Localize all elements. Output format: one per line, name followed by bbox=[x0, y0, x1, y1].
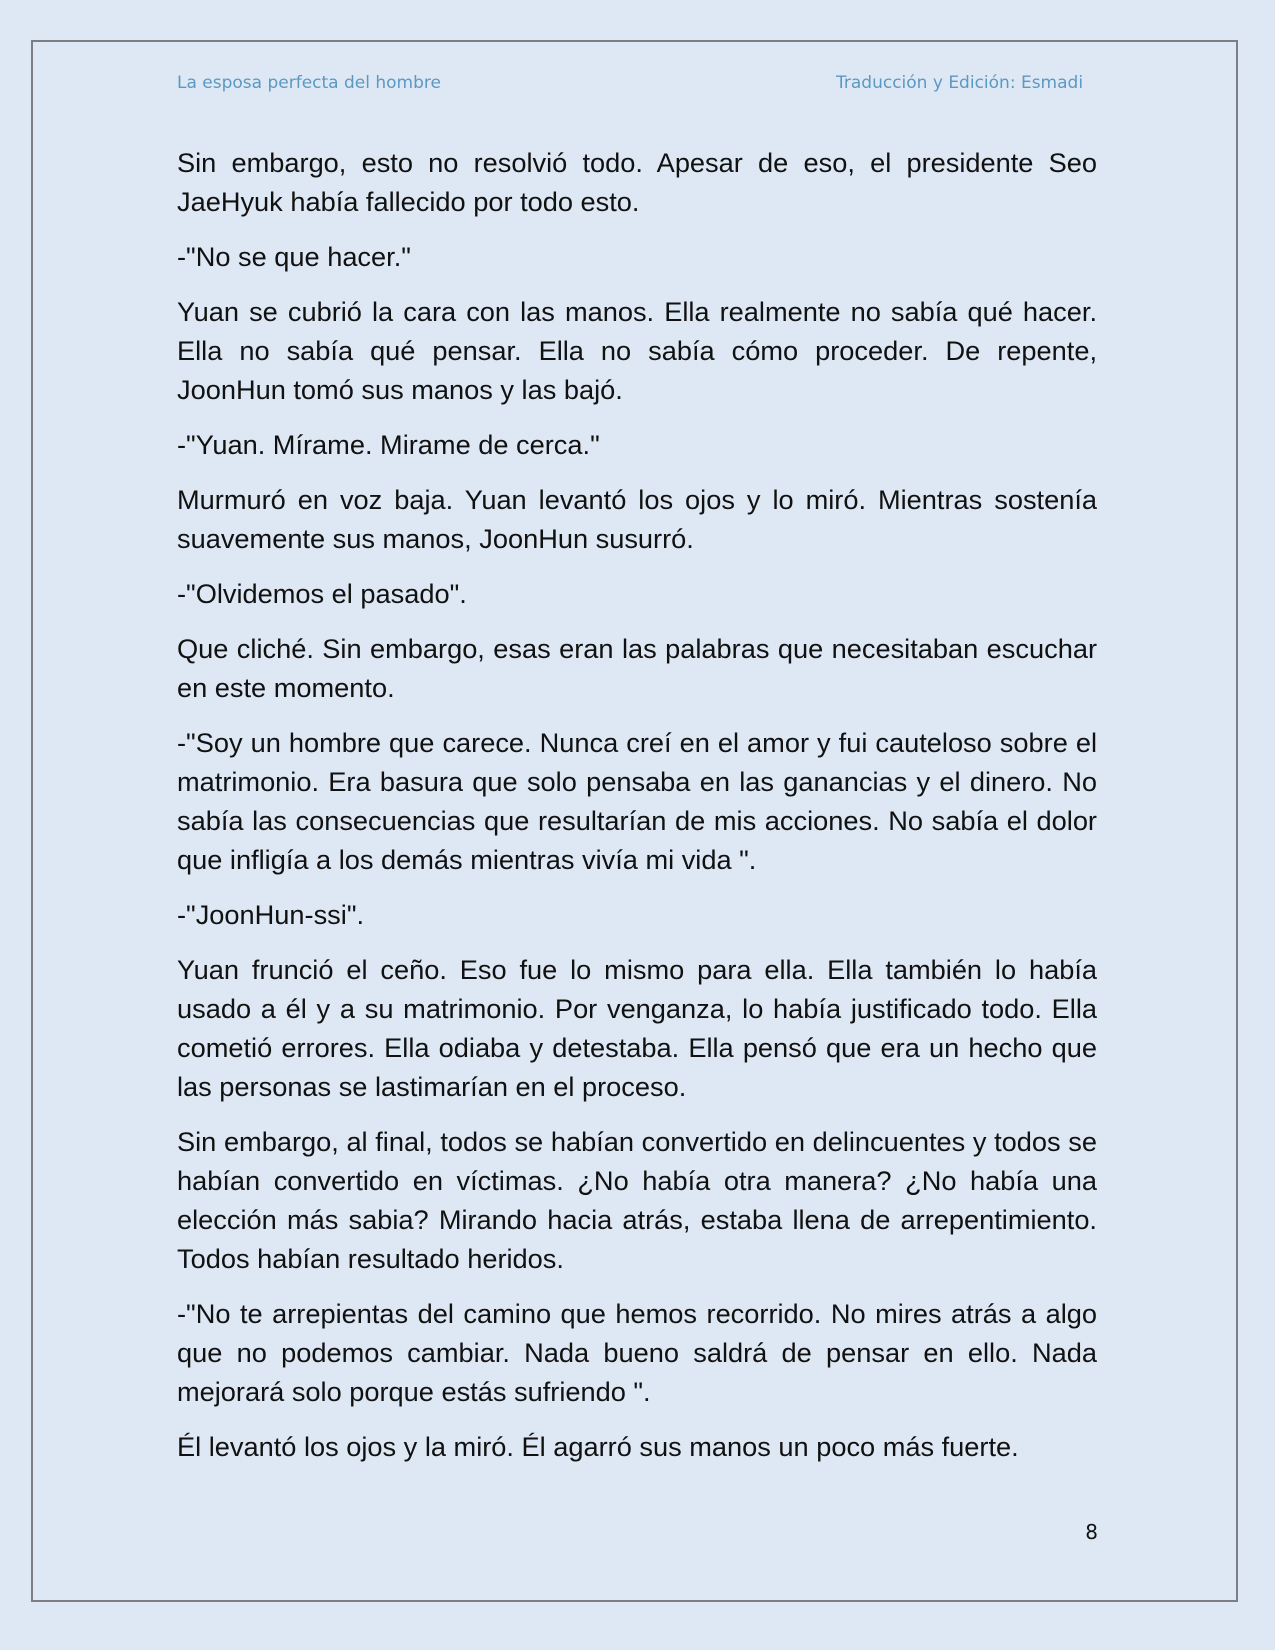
paragraph: Yuan frunció el ceño. Eso fue lo mismo para ella. Ella también lo había usado a él y a su matrimonio. Por venganza, lo había justificado todo. Ella cometió errores. Ella odiaba y detestaba. Ella pensó que era un hecho que las personas se lastimarían en el proceso. bbox=[177, 954, 1097, 1102]
header-book-title: La esposa perfecta del hombre bbox=[177, 73, 441, 93]
paragraph: Murmuró en voz baja. Yuan levantó los ojos y lo miró. Mientras sostenía suavemente sus manos, JoonHun susurró. bbox=[177, 484, 1097, 554]
paragraph: -"Olvidemos el pasado". bbox=[177, 578, 467, 609]
running-header bbox=[0, 73, 1275, 103]
page-number: 8 bbox=[1085, 1520, 1098, 1544]
paragraph: -"Yuan. Mírame. Mirame de cerca." bbox=[177, 429, 600, 460]
paragraph: -"No se que hacer." bbox=[177, 241, 411, 272]
header-translator-credit: Traducción y Edición: Esmadi bbox=[836, 73, 1084, 93]
body-text bbox=[177, 143, 1097, 1482]
paragraph: -"JoonHun-ssi". bbox=[177, 899, 365, 930]
paragraph: Sin embargo, esto no resolvió todo. Apesar de eso, el presidente Seo JaeHyuk había fallecido por todo esto. bbox=[177, 147, 1097, 217]
paragraph: Sin embargo, al final, todos se habían convertido en delincuentes y todos se habían convertido en víctimas. ¿No había otra manera? ¿No había una elección más sabia? Mirando hacia atrás, estaba llena de arrepentimiento. Todos habían resultado heridos. bbox=[177, 1126, 1097, 1274]
paragraph: Él levantó los ojos y la miró. Él agarró sus manos un poco más fuerte. bbox=[177, 1431, 1019, 1462]
paragraph: -"Soy un hombre que carece. Nunca creí en el amor y fui cauteloso sobre el matrimonio. Era basura que solo pensaba en las ganancias y el dinero. No sabía las consecuencias que resultarían de mis acciones. No sabía el dolor que infligía a los demás mientras vivía mi vida ". bbox=[177, 727, 1097, 875]
paragraph: Que cliché. Sin embargo, esas eran las palabras que necesitaban escuchar en este momento. bbox=[177, 633, 1097, 703]
paragraph: Yuan se cubrió la cara con las manos. Ella realmente no sabía qué hacer. Ella no sabía qué pensar. Ella no sabía cómo proceder. De repente, JoonHun tomó sus manos y las bajó. bbox=[177, 296, 1097, 405]
paragraph: -"No te arrepientas del camino que hemos recorrido. No mires atrás a algo que no podemos cambiar. Nada bueno saldrá de pensar en ello. Nada mejorará solo porque estás sufriendo ". bbox=[177, 1298, 1097, 1407]
